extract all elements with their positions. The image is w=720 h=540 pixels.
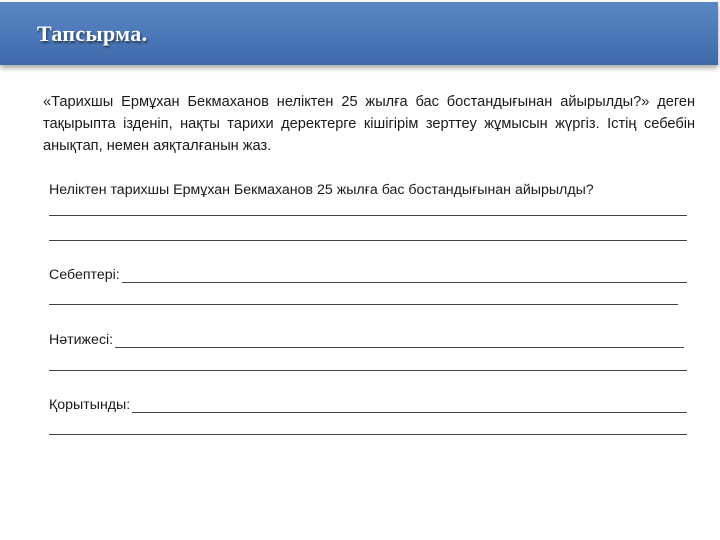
result-line[interactable] (49, 333, 684, 348)
conclusion-line[interactable] (49, 398, 687, 413)
answer-line[interactable] (49, 226, 687, 241)
research-question: Неліктен тарихшы Ермұхан Бекмаханов 25 жылға бас бостандығынан айырылды? (49, 182, 594, 198)
answer-line[interactable] (49, 202, 687, 216)
conclusion-label: Қорытынды: (49, 397, 131, 413)
reasons-line[interactable] (49, 290, 678, 305)
task-instructions: «Тарихшы Ермұхан Бекмаханов неліктен 25 жылға бас бостандығынан айырылды?» деген тақырыпта ізденіп, нақты тарихи деректерге кішігірім зерттеу жұмысын жүргіз. Істің себебін анықтап, немен аяқталғанын жаз. (43, 94, 695, 154)
slide-title: Тапсырма. (37, 21, 148, 46)
reasons-line[interactable] (49, 268, 687, 283)
title-banner (0, 2, 718, 65)
result-line[interactable] (49, 356, 687, 371)
result-label: Нәтижесі: (49, 332, 114, 348)
reasons-label: Себептері: (49, 267, 120, 283)
conclusion-line[interactable] (49, 420, 687, 435)
